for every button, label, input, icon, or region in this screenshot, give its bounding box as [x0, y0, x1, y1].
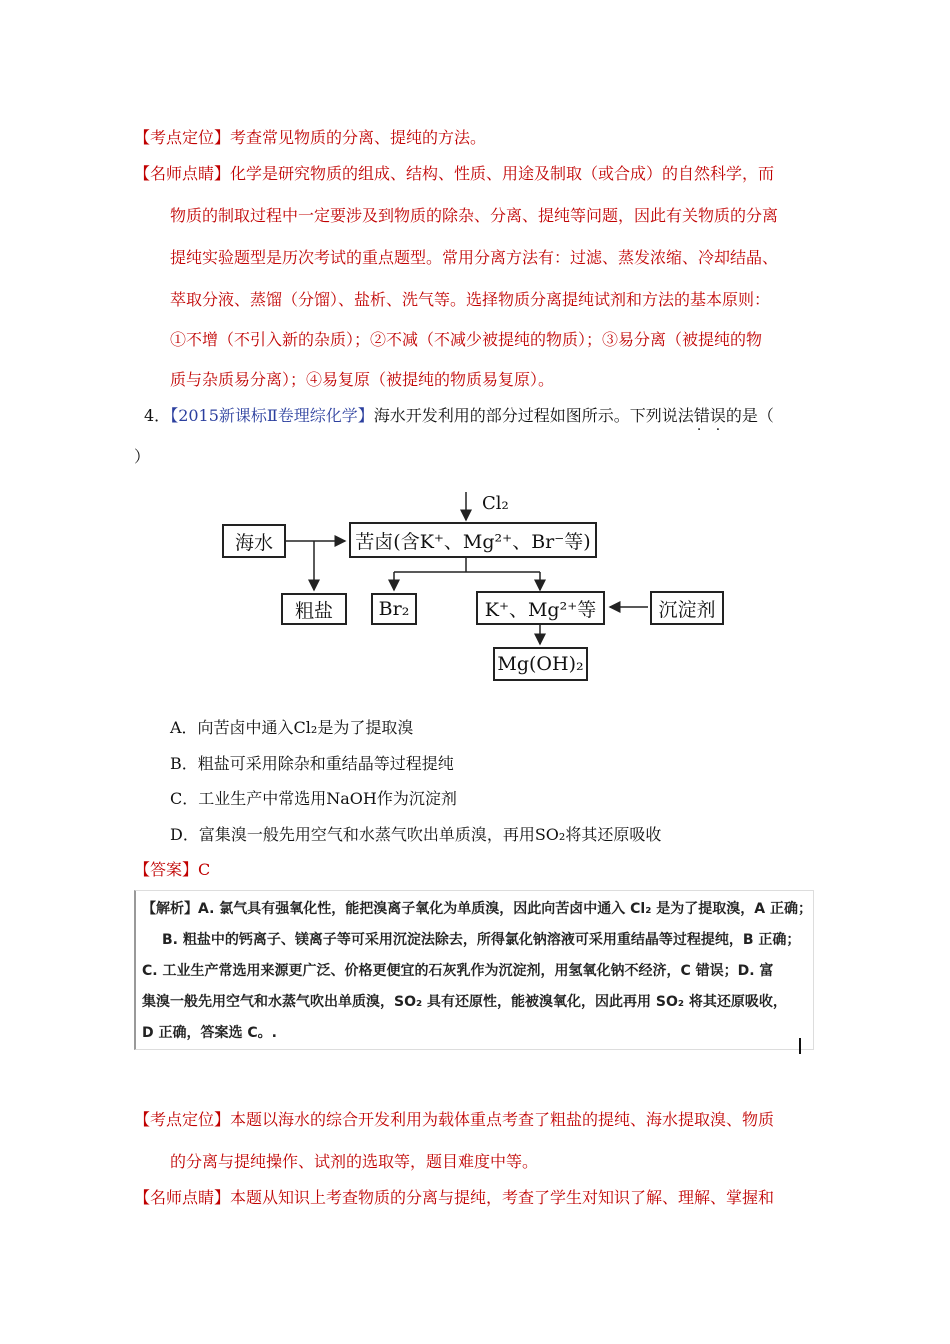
- kaodian-text: 考查常见物质的分离、提纯的方法。: [230, 128, 487, 147]
- answer-value: C: [198, 860, 211, 879]
- box-haishui: 海水: [222, 524, 286, 558]
- question-stem-after: 的是（: [725, 406, 774, 425]
- box-chendianji: 沉淀剂: [650, 591, 724, 625]
- answer-line: [134, 859, 210, 881]
- analysis-line: C. 工业生产常选用来源更广泛、价格更便宜的石灰乳作为沉淀剂，用氢氧化钠不经济，C 错误；D. 富: [142, 963, 774, 979]
- mingshi-line: 提纯实验题型是历次考试的重点题型。常用分离方法有：过滤、蒸发浓缩、冷却结晶、: [170, 248, 779, 267]
- question-emphasis: 错误 · ·: [694, 405, 726, 427]
- kaodian-line: 本题以海水的综合开发利用为载体重点考查了粗盐的提纯、海水提取溴、物质: [230, 1110, 775, 1129]
- box-cuyan: 粗盐: [281, 593, 347, 625]
- option-b: B．粗盐可采用除杂和重结晶等过程提纯: [170, 754, 454, 773]
- mingshi-line: 化学是研究物质的组成、结构、性质、用途及制取（或合成）的自然科学，而: [230, 164, 775, 183]
- box-kulu: 苦卤(含K⁺、Mg²⁺、Br⁻等): [349, 522, 597, 558]
- answer-tag: 【答案】: [134, 860, 199, 879]
- mingshi-line: 萃取分液、蒸馏（分馏）、盐析、洗气等。选择物质分离提纯试剂和方法的基本原则：: [170, 290, 771, 309]
- mingshi-tag: 【名师点睛】: [134, 1188, 231, 1207]
- kaodian-line: 的分离与提纯操作、试剂的选取等，题目难度中等。: [170, 1152, 539, 1171]
- kaodian-paragraph-2: [134, 1109, 774, 1131]
- analysis-box: [134, 890, 814, 1050]
- box-kmg: K⁺、Mg²⁺等: [476, 591, 605, 625]
- analysis-line: 集溴一般先用空气和水蒸气吹出单质溴，SO₂ 具有还原性，能被溴氧化，因此再用 SO₂ 将其还原吸收，: [142, 994, 787, 1010]
- box-br2: Br₂: [371, 593, 417, 625]
- mingshi-text: 本题从知识上考查物质的分离与提纯，考查了学生对知识了解、理解、掌握和: [230, 1188, 775, 1207]
- mingshi-line: ①不增（不引入新的杂质）；②不减（不减少被提纯的物质）；③易分离（被提纯的物: [170, 330, 763, 349]
- mingshi-line: 物质的制取过程中一定要涉及到物质的除杂、分离、提纯等问题，因此有关物质的分离: [170, 206, 779, 225]
- box-mgoh2: Mg(OH)₂: [493, 647, 588, 681]
- question-stem-before: 海水开发利用的部分过程如图所示。下列说法: [373, 406, 694, 425]
- option-c: C．工业生产中常选用NaOH作为沉淀剂: [170, 789, 457, 808]
- option-d: D．富集溴一般先用空气和水蒸气吹出单质溴，再用SO₂将其还原吸收: [170, 825, 662, 844]
- cl2-label: Cl₂: [482, 493, 509, 514]
- question-number: 4．: [144, 406, 171, 425]
- analysis-line: D 正确，答案选 C。.: [142, 1025, 277, 1041]
- question-close-paren: ）: [134, 447, 151, 466]
- mingshi-line: 质与杂质易分离）；④易复原（被提纯的物质易复原）。: [170, 370, 555, 389]
- option-a: A．向苦卤中通入Cl₂是为了提取溴: [170, 718, 414, 737]
- mingshi-paragraph-2: [134, 1187, 774, 1209]
- text-cursor: [799, 1038, 801, 1054]
- analysis-line: 【解析】A. 氯气具有强氧化性，能把溴离子氧化为单质溴，因此向苦卤中通入 Cl₂ 是为了提取溴，A 正确；: [142, 901, 812, 917]
- kaodian-tag: 【考点定位】: [134, 1110, 231, 1129]
- analysis-line: B. 粗盐中的钙离子、镁离子等可采用沉淀法除去，所得氯化钠溶液可采用重结晶等过程提纯，B 正确；: [162, 932, 801, 948]
- question-source: 【2015新课标Ⅱ卷理综化学】: [170, 406, 374, 425]
- mingshi-tag: 【名师点睛】: [134, 164, 231, 183]
- kaodian-tag: 【考点定位】: [134, 128, 231, 147]
